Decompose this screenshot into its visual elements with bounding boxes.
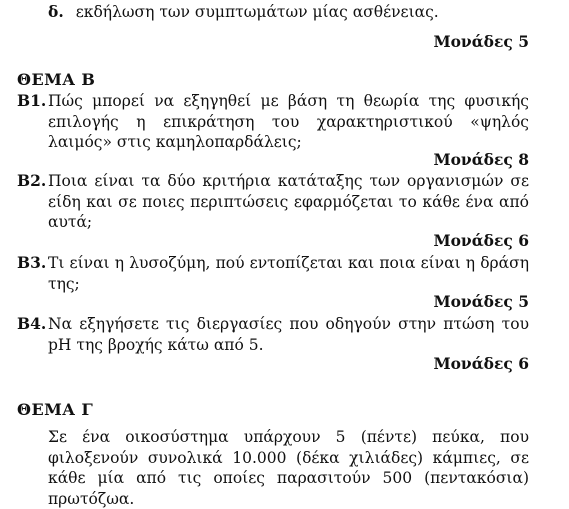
question-b3-points: Μονάδες 5	[433, 292, 529, 311]
option-d-prefix: δ.	[48, 2, 64, 21]
question-b2-number: Β2.	[17, 171, 47, 190]
question-b4-text: Να εξηγήσετε τις διεργασίες που οδηγούν στην πτώση του pH της βροχής κάτω από 5.	[48, 315, 529, 354]
points-part-a: Μονάδες 5	[433, 32, 529, 51]
question-b1-number: Β1.	[17, 91, 47, 110]
theme-b-heading: ΘΕΜΑ Β	[17, 70, 96, 89]
question-b1-text: Πώς μπορεί να εξηγηθεί με βάση τη θεωρία της φυσικής επιλογής η επικράτηση του χαρακτηριστικού «ψηλός λαιμός» στις καμηλοπαρδάλεις;	[48, 92, 529, 151]
question-b2-text: Ποια είναι τα δύο κριτήρια κατάταξης των οργανισμών σε είδη και σε ποιες περιπτώσεις εφαρμόζεται το κάθε ένα από αυτά;	[48, 172, 529, 231]
question-b3-text: Τι είναι η λυσοζύμη, πού εντοπίζεται και ποια είναι η δράση της;	[48, 254, 529, 293]
question-b4-points: Μονάδες 6	[433, 354, 529, 373]
question-b2-points: Μονάδες 6	[433, 231, 529, 250]
theme-c-heading: ΘΕΜΑ Γ	[17, 400, 94, 419]
question-b1-points: Μονάδες 8	[433, 150, 529, 169]
option-d	[48, 2, 439, 22]
question-b4-number: Β4.	[17, 314, 47, 333]
question-b3-number: Β3.	[17, 253, 47, 272]
option-d-text: εκδήλωση των συμπτωμάτων μίας ασθένειας.	[75, 3, 439, 21]
theme-c-intro: Σε ένα οικοσύστημα υπάρχουν 5 (πέντε) πεύκα, που φιλοξενούν συνολικά 10.000 (δέκα χιλιάδες) κάμπιες, σε κάθε μία από τις οποίες παρασιτούν 500 (πεντακόσια) πρωτόζωα.	[48, 428, 529, 508]
